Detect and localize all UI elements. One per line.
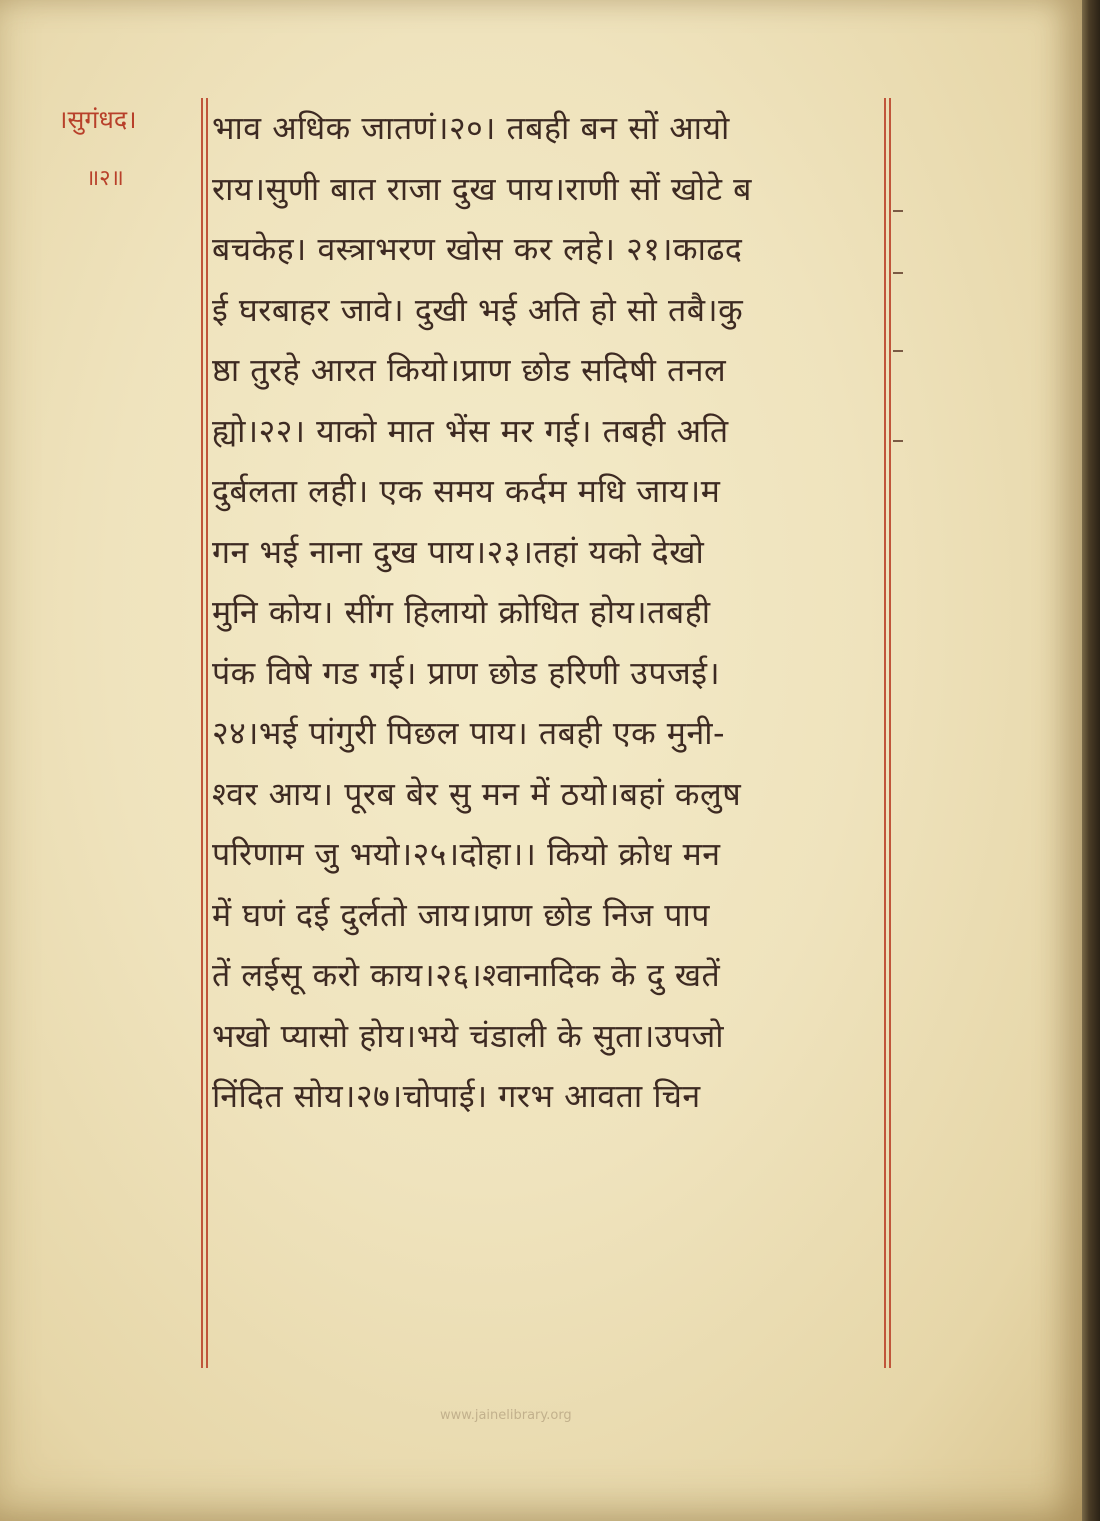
text-line: २४।भई पांगुरी पिछल पाय। तबही एक मुनी- <box>212 714 726 752</box>
text-line: पंक विषे गड गई। प्राण छोड हरिणी उपजई। <box>212 653 721 692</box>
text-line: श्वर आय। पूरब बेर सु मन में ठयो।बहां कलुष <box>212 774 742 813</box>
margin-tick <box>893 210 903 212</box>
text-line: राय।सुणी बात राजा दुख पाय।राणी सों खोटे ब <box>212 169 752 208</box>
margin-tick <box>893 272 903 274</box>
text-line: मुनि कोय। सींग हिलायो क्रोधित होय।तबही <box>212 593 711 631</box>
text-line: दुर्बलता लही। एक समय कर्दम मधि जाय।म <box>212 472 721 510</box>
text-line: भखो प्यासो होय।भये चंडाली के सुता।उपजो <box>212 1016 725 1055</box>
left-border-rule <box>201 98 203 1368</box>
watermark: www.jainelibrary.org <box>440 1408 572 1423</box>
manuscript-text-block <box>212 98 882 1368</box>
text-line: निंदित सोय।२७।चोपाई। गरभ आवता चिन <box>212 1077 701 1115</box>
right-border-rule <box>889 98 891 1368</box>
margin-tick <box>893 440 903 442</box>
right-border-rule <box>884 98 886 1368</box>
text-line: ष्ठा तुरहे आरत कियो।प्राण छोड सदिषी तनल <box>212 351 727 389</box>
text-line: गन भई नाना दुख पाय।२३।तहां यको देखो <box>212 532 705 571</box>
text-line: बचकेह। वस्त्राभरण खोस कर लहे। २१।काढद <box>212 230 743 268</box>
text-line: में घणं दई दुर्लतो जाय।प्राण छोड निज पाप <box>212 895 710 934</box>
book-spine <box>1082 0 1100 1521</box>
text-line: ह्यो।२२। याको मात भेंस मर गई। तबही अति <box>212 411 729 450</box>
margin-title: ।सुगंधद। <box>58 105 137 134</box>
text-line: परिणाम जु भयो।२५।दोहा।। कियो क्रोध मन <box>212 835 721 873</box>
margin-folio-number: ॥२॥ <box>86 166 124 191</box>
text-line: ई घरबाहर जावे। दुखी भई अति हो सो तबै।कु <box>212 290 744 329</box>
left-border-rule <box>206 98 208 1368</box>
text-line: भाव अधिक जातणं।२०। तबही बन सों आयो <box>212 109 730 147</box>
text-line: तें लईसू करो काय।२६।श्वानादिक के दु खतें <box>212 956 721 994</box>
margin-tick <box>893 350 903 352</box>
